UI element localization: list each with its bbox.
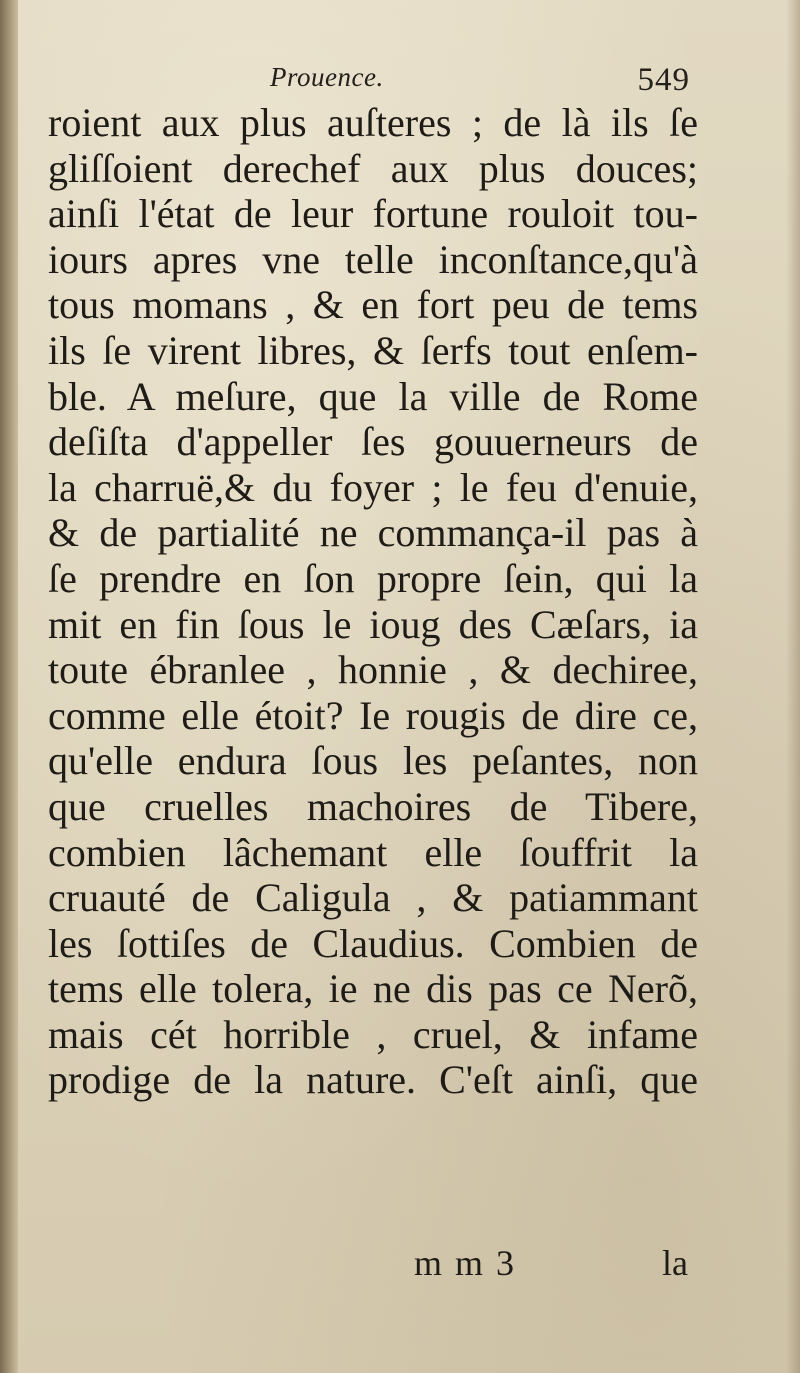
text-line: ble. A meſure, que la ville de Rome bbox=[48, 373, 698, 419]
catchword: la bbox=[662, 1243, 688, 1283]
text-line: les ſottiſes de Claudius. Combien de bbox=[48, 920, 698, 966]
text-line: & de partialité ne commança-il pas à bbox=[48, 510, 698, 556]
text-line: deſiſta d'appeller ſes gouuerneurs de bbox=[48, 419, 698, 465]
page-footer bbox=[48, 1238, 698, 1286]
running-head bbox=[50, 56, 690, 102]
page-number: 549 bbox=[637, 62, 690, 98]
text-line: tems elle tolera, ie ne dis pas ce Nerõ, bbox=[48, 966, 698, 1012]
signature-mark: m m 3 bbox=[414, 1243, 517, 1283]
text-line: gliſſoient derechef aux plus douces; bbox=[48, 145, 698, 191]
text-line: cruauté de Caligula , & patiammant bbox=[48, 875, 698, 921]
text-line: mais cét horrible , cruel, & infame bbox=[48, 1011, 698, 1057]
running-head-title: Prouence. bbox=[270, 62, 384, 92]
text-line: ils ſe virent libres, & ſerfs tout enſem- bbox=[48, 327, 698, 373]
book-page bbox=[18, 0, 800, 1373]
text-line: iours apres vne telle inconſtance,qu'à bbox=[48, 236, 698, 282]
text-line: qu'elle endura ſous les peſantes, non bbox=[48, 738, 698, 784]
text-line: la charruë,& du foyer ; le feu d'enuie, bbox=[48, 464, 698, 510]
text-line: tous momans , & en fort peu de tems bbox=[48, 282, 698, 328]
text-line: ſe prendre en ſon propre ſein, qui la bbox=[48, 555, 698, 601]
text-line: combien lâchemant elle ſouffrit la bbox=[48, 829, 698, 875]
body-text bbox=[48, 100, 698, 1103]
text-line: roient aux plus auſteres ; de là ils ſe bbox=[48, 100, 698, 145]
text-line: comme elle étoit? Ie rougis de dire ce, bbox=[48, 692, 698, 738]
text-line: que cruelles machoires de Tibere, bbox=[48, 783, 698, 829]
text-line: prodige de la nature. C'eſt ainſi, que bbox=[48, 1057, 698, 1103]
text-line: mit en fin ſous le ioug des Cæſars, ia bbox=[48, 601, 698, 647]
text-line: ainſi l'état de leur fortune rouloit tou- bbox=[48, 191, 698, 237]
text-line: toute ébranlee , honnie , & dechiree, bbox=[48, 647, 698, 693]
